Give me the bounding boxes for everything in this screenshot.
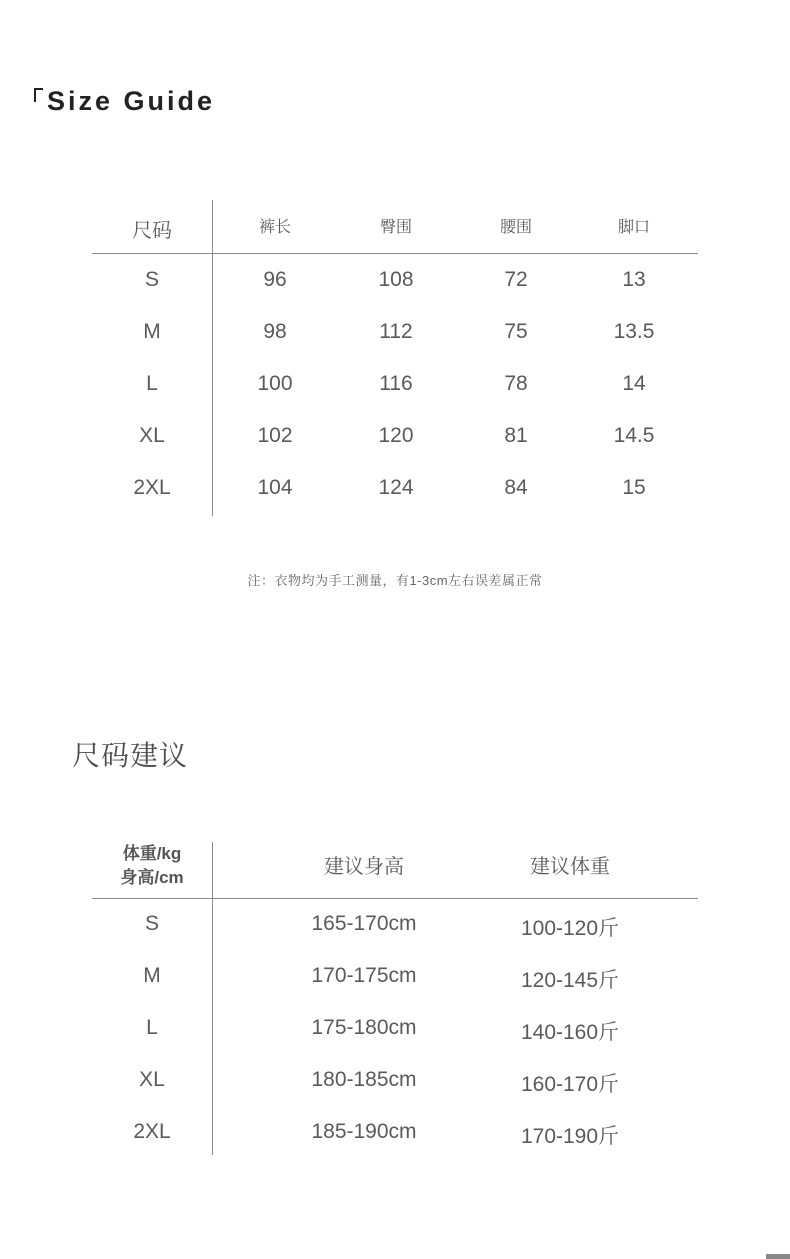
header-hip: 臀围 [379, 219, 413, 236]
table-cell: 180-185cm [311, 1068, 417, 1091]
table-cell: S [144, 268, 160, 291]
header-waist: 腰围 [499, 219, 533, 236]
table-cell: 15 [622, 476, 646, 499]
header-corner [120, 842, 183, 890]
table-cell: 124 [378, 476, 414, 499]
column-divider [212, 842, 213, 1155]
table-cell: 14 [622, 372, 646, 395]
table-cell: 100-120斤 [520, 917, 620, 940]
table-cell: 170-190斤 [520, 1125, 620, 1148]
table-cell: 120-145斤 [520, 969, 620, 992]
table-cell: 72 [504, 268, 528, 291]
corner-mark [766, 1254, 790, 1259]
table-cell: 75 [504, 320, 528, 343]
table-cell: 104 [257, 476, 293, 499]
corner-height-label: 身高/cm [120, 868, 184, 887]
column-divider [212, 200, 213, 516]
table-cell: 170-175cm [311, 964, 417, 987]
header-divider [92, 253, 698, 254]
table-cell: 13 [622, 268, 646, 291]
table-cell: M [143, 320, 161, 343]
corner-weight-label: 体重/kg [122, 844, 182, 863]
recommend-table [92, 842, 698, 1157]
header-size: 尺码 [132, 220, 172, 242]
header-length: 裤长 [258, 219, 292, 236]
table-cell: 98 [263, 320, 287, 343]
table-cell: 100 [257, 372, 293, 395]
table-cell: 84 [504, 476, 528, 499]
corner-bracket-icon [34, 88, 43, 102]
size-table [92, 200, 698, 518]
table-cell: 81 [504, 424, 528, 447]
size-guide-title-text: Size Guide [47, 86, 216, 116]
table-cell: 2XL [133, 1120, 171, 1143]
table-cell: 108 [378, 268, 414, 291]
table-cell: 2XL [133, 476, 171, 499]
table-cell: 165-170cm [311, 912, 417, 935]
header-divider [92, 898, 698, 899]
table-cell: XL [139, 424, 165, 447]
table-cell: M [143, 964, 161, 987]
table-cell: 13.5 [613, 320, 655, 343]
table-cell: 112 [379, 320, 413, 343]
table-cell: 140-160斤 [520, 1021, 620, 1044]
header-weight: 建议体重 [530, 856, 610, 878]
table-cell: L [146, 1016, 158, 1039]
measurement-note: 注：衣物均为手工测量，有1-3cm左右误差属正常 [247, 573, 543, 588]
table-cell: 185-190cm [311, 1120, 417, 1143]
table-cell: 116 [379, 372, 413, 395]
table-cell: S [144, 912, 160, 935]
table-cell: 120 [378, 424, 414, 447]
table-cell: L [146, 372, 158, 395]
table-cell: 175-180cm [311, 1016, 417, 1039]
header-height: 建议身高 [324, 856, 404, 878]
size-guide-title [34, 86, 215, 117]
table-cell: 14.5 [613, 424, 655, 447]
table-cell: 160-170斤 [520, 1073, 620, 1096]
table-cell: 102 [257, 424, 293, 447]
table-cell: 78 [504, 372, 528, 395]
table-cell: XL [139, 1068, 165, 1091]
table-cell: 96 [263, 268, 287, 291]
header-hem: 脚口 [617, 219, 651, 236]
recommend-title: 尺码建议 [72, 740, 189, 771]
